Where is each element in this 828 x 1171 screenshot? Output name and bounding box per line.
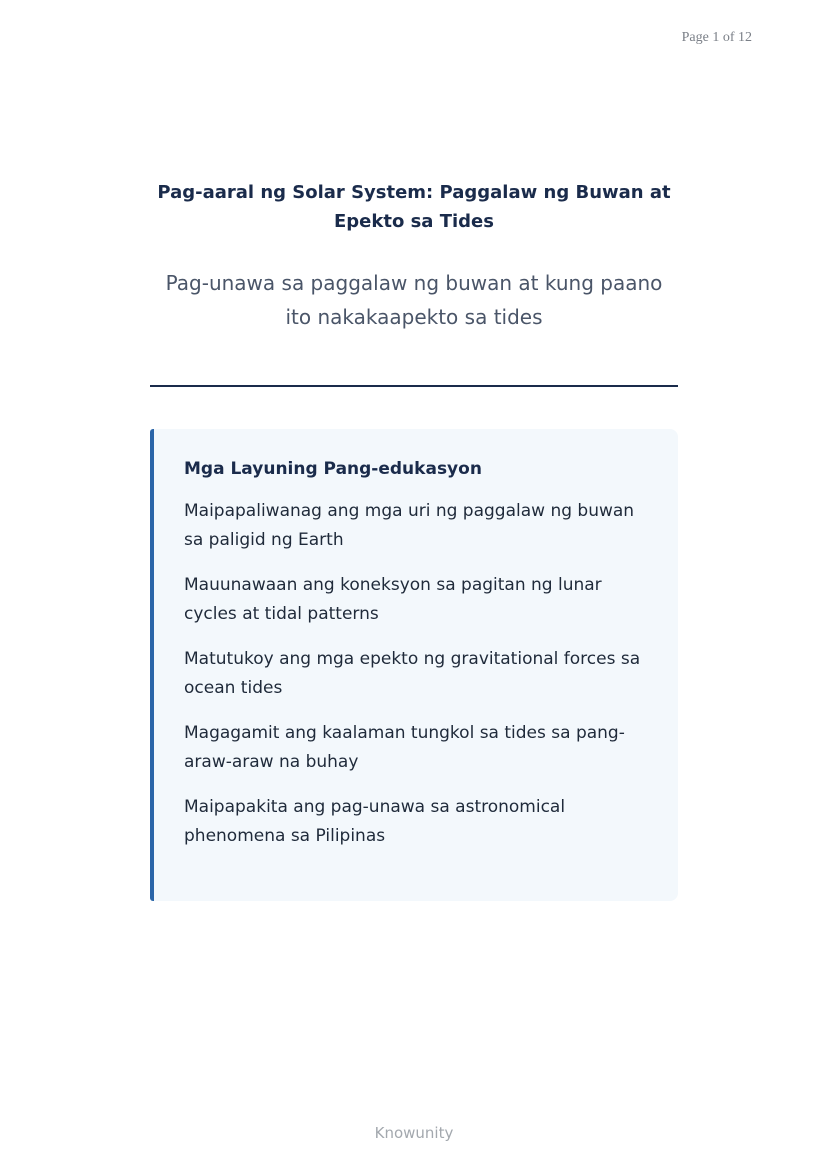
objective-item: Maipapakita ang pag-unawa sa astronomical phenomena sa Pilipinas [184,797,566,846]
objective-item: Mauunawaan ang koneksyon sa pagitan ng lunar cycles at tidal patterns [184,575,602,624]
page-number: Page 1 of 12 [681,30,752,45]
document-title: Pag-aaral ng Solar System: Paggalaw ng Buwan at Epekto sa Tides [157,182,671,232]
objective-item: Magagamit ang kaalaman tungkol sa tides sa pang-araw-araw na buhay [184,723,625,772]
footer-brand: Knowunity [374,1124,454,1142]
objectives-heading: Mga Layuning Pang-edukasyon [184,459,482,479]
section-divider [150,385,678,387]
document-subtitle: Pag-unawa sa paggalaw ng buwan at kung paano ito nakakaapekto sa tides [165,271,663,329]
objective-item: Maipapaliwanag ang mga uri ng paggalaw ng buwan sa paligid ng Earth [184,501,635,550]
objective-item: Matutukoy ang mga epekto ng gravitational forces sa ocean tides [184,649,641,698]
objectives-box [150,429,678,901]
